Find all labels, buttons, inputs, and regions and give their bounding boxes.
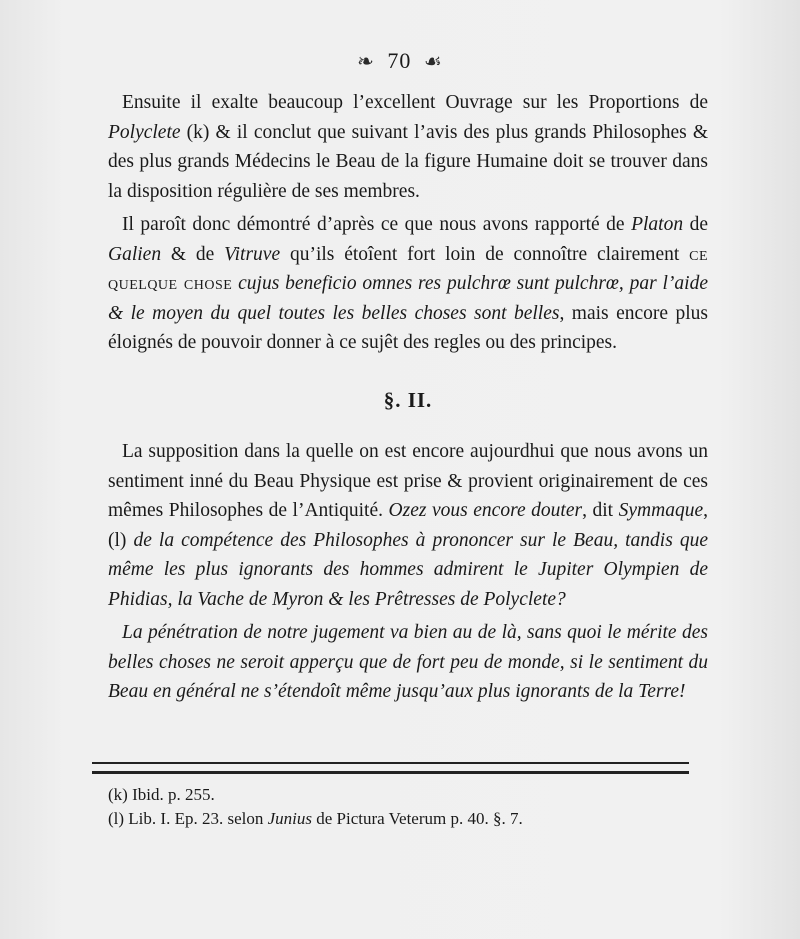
text-run: Symmaque (618, 500, 704, 521)
text-run: Vitruve (224, 243, 281, 265)
text-run: Galien (108, 243, 162, 265)
text-run: (k) & il conclut que suivant l’avis des plus grands Philosophes & des plus grands Médecins le Beau de la figure Humaine doit se trouver dans la disposition régulière de ses membres. (108, 121, 708, 202)
footnote-l-prefix: (l) Lib. I. Ep. 23. selon (108, 809, 268, 828)
text-run: Platon (631, 214, 684, 235)
footnote-l (108, 807, 708, 831)
text-run: Polyclete (108, 121, 181, 143)
footnotes (108, 783, 708, 831)
paragraph-4 (108, 618, 708, 707)
footnote-l-author: Junius (267, 809, 312, 828)
paragraph-2 (108, 210, 708, 358)
paragraph-3 (108, 437, 708, 614)
footnote-rule-bottom (92, 771, 689, 774)
text-run: Il paroît donc démontré d’après ce que nous avons rapporté de (122, 214, 632, 235)
section-heading: §. II. (383, 387, 433, 412)
text-run: cujus beneficio omnes res pulchrœ sunt pulchrœ, par l’aide & le moyen du quel toutes les belles choses sont belles (108, 273, 708, 324)
footnote-l-suffix: de Pictura Veterum p. 40. §. 7. (311, 809, 523, 828)
text-run: Ozez vous encore douter (388, 500, 583, 521)
left-ornament-icon: ❧ (357, 51, 375, 73)
right-ornament-icon: ☙ (423, 51, 443, 73)
page-header (0, 48, 800, 74)
page-number: 70 (387, 48, 412, 73)
main-text (108, 88, 708, 707)
text-run: Ensuite il exalte beaucoup l’excellent Ouvrage sur les Proportions de (122, 92, 708, 113)
text-run: de la compétence des Philosophes à prononcer sur le Beau, tandis que même les plus ignorants des hommes admirent le Jupiter Olympien de Phidias, la Vache de Myron & les Prêtresses de Polyclete? (108, 529, 708, 610)
text-run: La supposition dans la quelle on est encore aujourdhui que nous avons un sentiment inné du Beau Physique est prise & provient originairement de ces mêmes Philosophes de l’Antiquité. (108, 441, 708, 521)
text-run: qu’ils étoîent fort loin de connoître clairement (280, 243, 690, 265)
text-run: , (l) (108, 500, 708, 551)
footnote-k: (k) Ibid. p. 255. (108, 785, 215, 804)
text-run: , dit (582, 500, 619, 521)
text-run: ce quelque chose (108, 243, 708, 294)
text-run: de (683, 214, 709, 235)
text-run: & de (161, 243, 225, 265)
text-run: La pénétration de notre jugement va bien au de là, sans quoi le mérite des belles choses ne seroit apperçu que de fort peu de monde, si le sentiment du Beau en général ne s’étendoît même jusqu’aux plus ignorants de la Terre! (108, 622, 708, 702)
text-run: , mais encore plus éloignés de pouvoir donner à ce sujêt des regles ou des principes. (108, 302, 708, 353)
footnote-rule-top (92, 762, 689, 764)
paragraph-1 (108, 88, 708, 206)
